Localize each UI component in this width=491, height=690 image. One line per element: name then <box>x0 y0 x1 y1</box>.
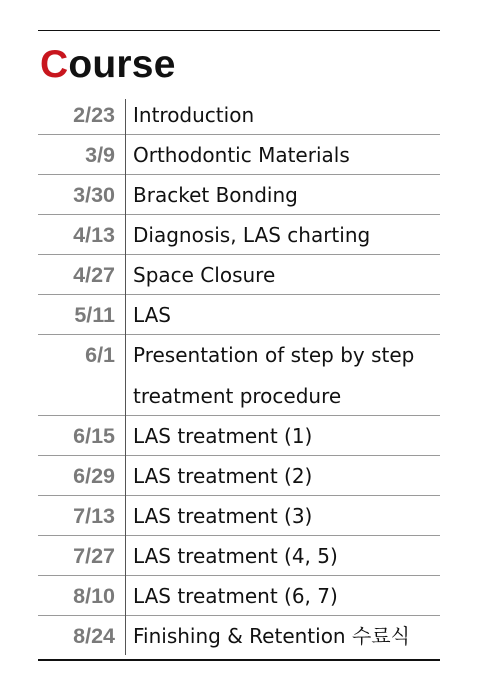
table-row <box>38 335 440 416</box>
row-date: 6/29 <box>73 464 115 488</box>
row-date: 8/24 <box>73 624 115 648</box>
table-row <box>38 95 440 135</box>
row-date: 6/15 <box>73 424 115 448</box>
top-rule <box>38 30 440 31</box>
table-row <box>38 255 440 295</box>
row-topic: LAS treatment (4, 5) <box>133 544 338 568</box>
table-row <box>38 536 440 576</box>
row-topic: Finishing & Retention 수료식 <box>133 624 410 648</box>
table-row <box>38 295 440 335</box>
row-topic: Presentation of step by step treatment procedure <box>133 343 415 408</box>
row-topic: Diagnosis, LAS charting <box>133 223 371 247</box>
row-date: 6/1 <box>85 343 115 367</box>
row-topic: Introduction <box>133 103 255 127</box>
row-topic: LAS treatment (1) <box>133 424 313 448</box>
table-row <box>38 456 440 496</box>
row-date: 3/30 <box>73 183 115 207</box>
row-date: 5/11 <box>74 303 115 327</box>
row-date: 7/27 <box>73 544 115 568</box>
table-row <box>38 496 440 536</box>
table-row <box>38 175 440 215</box>
row-topic: LAS treatment (3) <box>133 504 313 528</box>
row-topic: Bracket Bonding <box>133 183 298 207</box>
row-date: 7/13 <box>73 504 115 528</box>
title-first-letter: C <box>40 43 69 86</box>
table-row <box>38 576 440 616</box>
row-topic: LAS <box>133 303 171 327</box>
row-topic: Orthodontic Materials <box>133 143 350 167</box>
course-schedule-table <box>38 95 440 661</box>
row-date: 4/13 <box>73 223 115 247</box>
page-title <box>38 39 440 91</box>
row-topic: Space Closure <box>133 263 276 287</box>
course-document <box>38 30 440 661</box>
row-date: 8/10 <box>73 584 115 608</box>
table-row <box>38 215 440 255</box>
title-rest: ourse <box>68 43 176 86</box>
row-topic: LAS treatment (6, 7) <box>133 584 338 608</box>
table-row <box>38 616 440 659</box>
row-date: 2/23 <box>73 103 115 127</box>
table-row <box>38 135 440 175</box>
row-date: 4/27 <box>73 263 115 287</box>
row-date: 3/9 <box>85 143 115 167</box>
table-row <box>38 416 440 456</box>
row-topic: LAS treatment (2) <box>133 464 313 488</box>
